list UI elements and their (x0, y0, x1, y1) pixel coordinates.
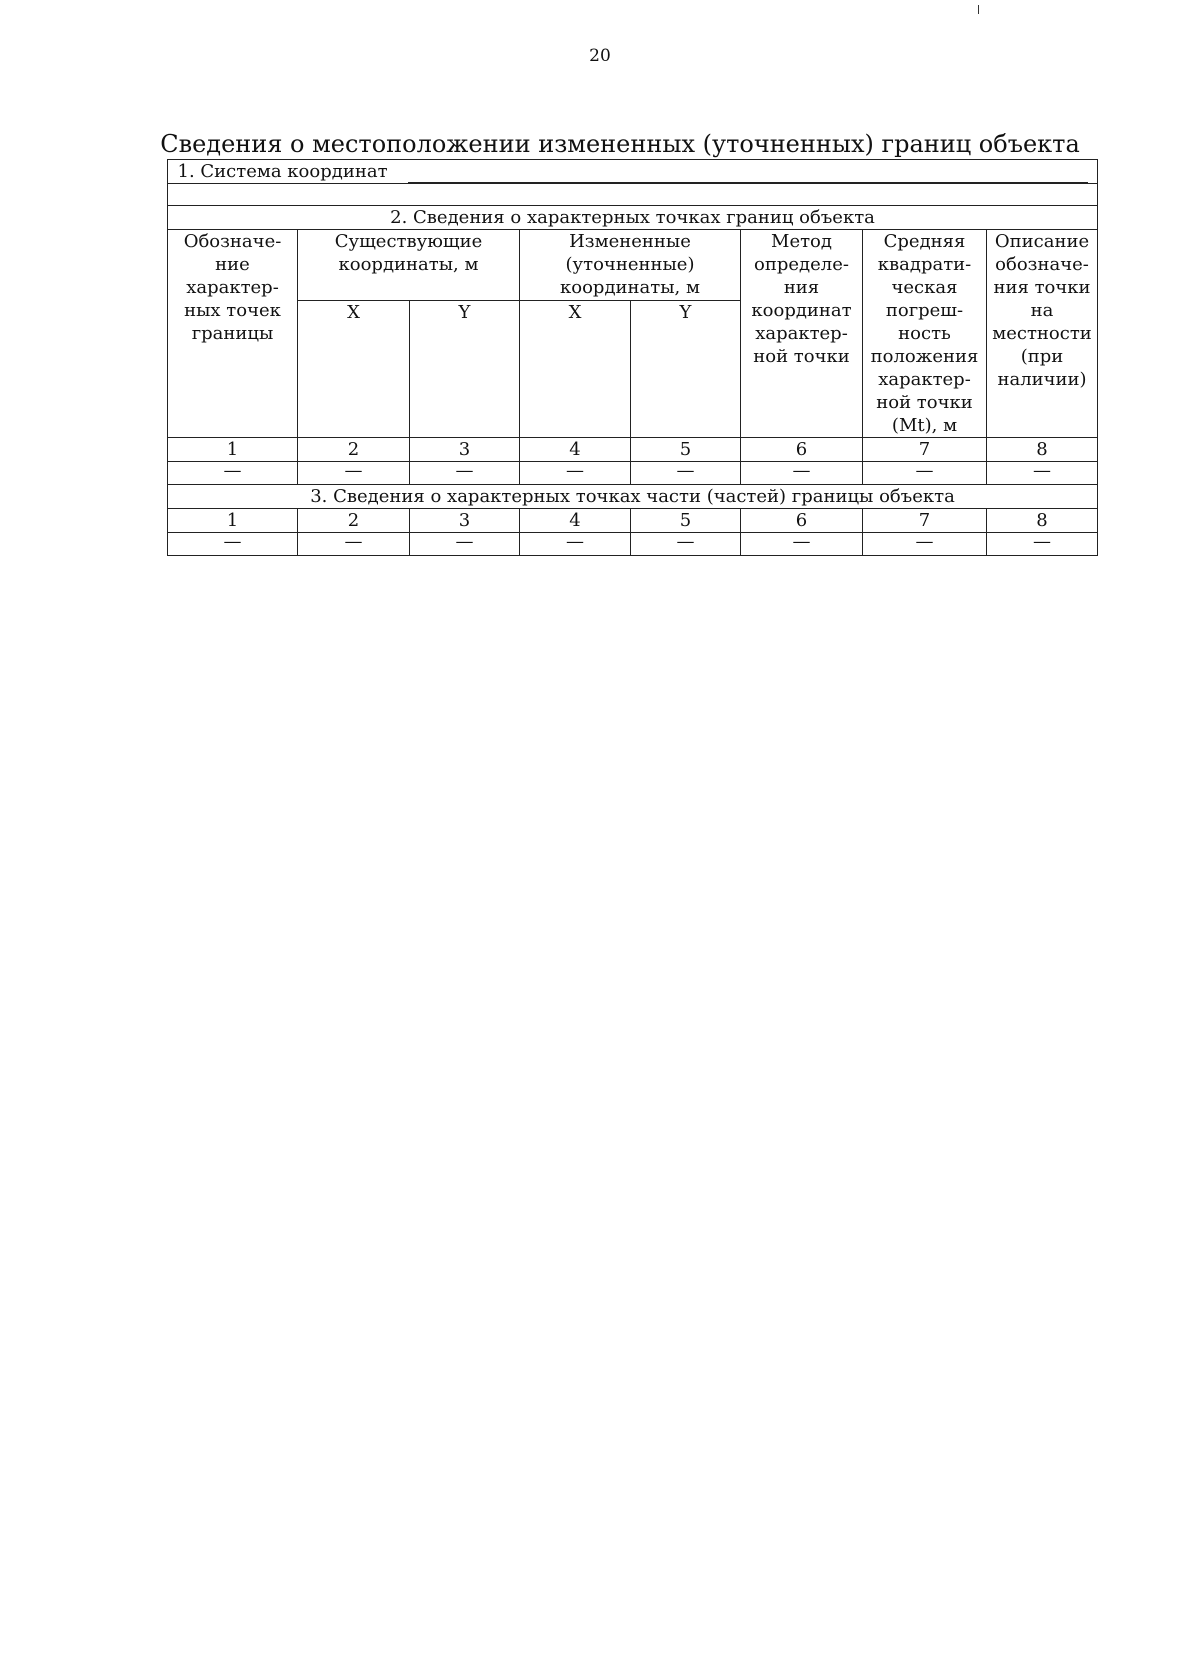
col-number: 3 (410, 509, 520, 533)
header-changed-y: Y (631, 300, 741, 437)
scan-mark (978, 5, 979, 14)
header-description: Описание обозначе- ния точки на местности (при наличии) (987, 230, 1098, 438)
dash-cell: — (520, 462, 631, 485)
dash-cell: — (863, 462, 987, 485)
dash-cell: — (741, 533, 863, 556)
section2-label: 2. Сведения о характерных точках границ объекта (168, 206, 1098, 230)
col-number: 8 (987, 438, 1098, 462)
header-point-designation: Обозначе- ние характер- ных точек границы (168, 230, 298, 438)
header-mean-error: Средняя квадрати- ческая погреш- ность положения характер- ной точки (Mt), м (863, 230, 987, 438)
col-number: 5 (631, 509, 741, 533)
section1-cell (168, 160, 1098, 184)
blank-row (168, 184, 1098, 206)
dash-row-2 (168, 533, 1098, 556)
col-number: 7 (863, 438, 987, 462)
header-existing-y: Y (410, 300, 520, 437)
col-number: 3 (410, 438, 520, 462)
col-number: 2 (298, 509, 410, 533)
col-number: 4 (520, 438, 631, 462)
dash-cell: — (987, 462, 1098, 485)
dash-cell: — (863, 533, 987, 556)
dash-cell: — (168, 462, 298, 485)
col-number: 8 (987, 509, 1098, 533)
col-number: 1 (168, 438, 298, 462)
dash-cell: — (410, 533, 520, 556)
coordinate-system-line (408, 166, 1088, 183)
header-method: Метод определе- ния координат характер- ной точки (741, 230, 863, 438)
dash-cell: — (168, 533, 298, 556)
header-row-1 (168, 230, 1098, 301)
section3-row (168, 485, 1098, 509)
col-number: 4 (520, 509, 631, 533)
column-number-row (168, 438, 1098, 462)
blank-cell (168, 184, 1098, 206)
section1-label: 1. Система координат (177, 161, 388, 182)
section2-row (168, 206, 1098, 230)
header-changed-coords: Измененные (уточненные) координаты, м (520, 230, 741, 301)
section3-label: 3. Сведения о характерных точках части (частей) границы объекта (168, 485, 1098, 509)
boundary-table (167, 159, 1098, 556)
dash-row (168, 462, 1098, 485)
dash-cell: — (631, 462, 741, 485)
dash-cell: — (987, 533, 1098, 556)
dash-cell: — (410, 462, 520, 485)
col-number: 2 (298, 438, 410, 462)
col-number: 6 (741, 509, 863, 533)
column-number-row-2 (168, 509, 1098, 533)
header-existing-x: X (298, 300, 410, 437)
page-number: 20 (589, 46, 611, 66)
header-existing-coords: Существующие координаты, м (298, 230, 520, 301)
dash-cell: — (298, 533, 410, 556)
col-number: 6 (741, 438, 863, 462)
dash-cell: — (520, 533, 631, 556)
dash-cell: — (631, 533, 741, 556)
header-changed-x: X (520, 300, 631, 437)
dash-cell: — (298, 462, 410, 485)
dash-cell: — (741, 462, 863, 485)
col-number: 5 (631, 438, 741, 462)
col-number: 1 (168, 509, 298, 533)
col-number: 7 (863, 509, 987, 533)
section1-row (168, 160, 1098, 184)
document-title: Сведения о местоположении измененных (уточненных) границ объекта (160, 130, 1080, 158)
